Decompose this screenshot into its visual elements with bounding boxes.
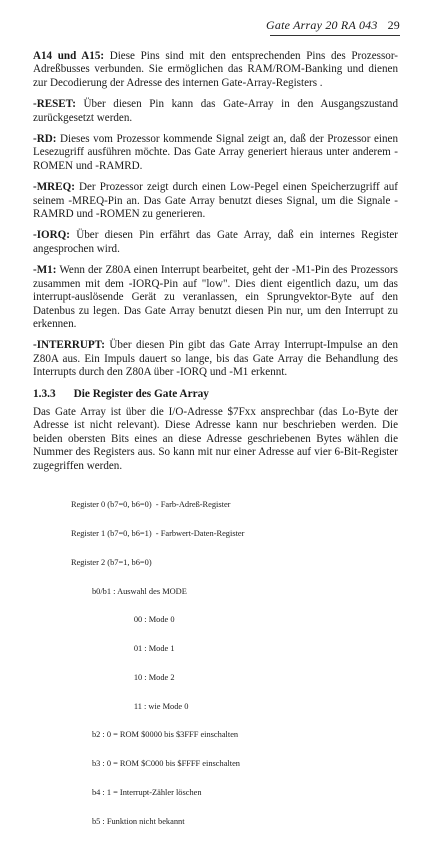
paragraph-m1: -M1: Wenn der Z80A einen Interrupt bearbeitet, geht der -M1-Pin des Prozessors zusammen mit dem -IORQ-Pin auf "low". Dies dient eigentlich dazu, um das interrupt-auslösende Gerät zu veranlassen, ein Sprungvektor-Byte auf den Datenbus zu legen. Das Gate Array benutzt diesen Pin nur, um den Interrupt zu erkennen. <box>33 264 398 330</box>
page-body <box>33 50 398 846</box>
register-line: b2 : 0 = ROM $0000 bis $3FFF einschalten <box>71 730 239 740</box>
register-line: Register 0 (b7=0, b6=0) - Farb-Adreß-Register <box>71 500 231 510</box>
paragraph-mreq: -MREQ: Der Prozessor zeigt durch einen Low-Pegel einen Speicherzugriff auf seinem -MREQ-Pin an. Das Gate Array benutzt dieses Signal, um die Signale -RAMRD und -ROMEN zu generieren. <box>33 181 398 221</box>
register-line: 00 : Mode 0 <box>71 615 175 625</box>
header-title: Gate Array 20 RA 043 <box>266 18 378 32</box>
section-title: Die Register des Gate Array <box>73 387 209 400</box>
paragraph-rd: -RD: Dieses vom Prozessor kommende Signal zeigt an, daß der Prozessor einen Lesezugriff ausführen möchte. Das Gate Array generiert hieraus unter anderem -ROMEN und -RAMRD. <box>33 133 398 172</box>
register-line: 11 : wie Mode 0 <box>71 701 189 711</box>
section-number: 1.3.3 <box>33 387 56 400</box>
register-line: b3 : 0 = ROM $C000 bis $FFFF einschalten <box>71 759 240 769</box>
register-line: b0/b1 : Auswahl des MODE <box>71 586 187 596</box>
paragraph-a14-a15: A14 und A15: Diese Pins sind mit den entsprechenden Pins des Prozessor-Adreßbusses verbunden. Sie ermöglichen das RAM/ROM-Banking und dienen zur Decodierung der Adresse des internen Gate-Array-Registers . <box>33 50 398 89</box>
section-paragraph: Das Gate Array ist über die I/O-Adresse $7Fxx ansprechbar (das Lo-Byte der Adresse ist nicht relevant). Diese Adresse kann nur beschrieben werden. Die beiden obersten Bits eines an diese Adresse geschriebenen Bytes wählen die Nummer des Registers aus. So kann mit nur einer Adresse auf vier 6-Bit-Register zugegriffen werden. <box>33 405 398 472</box>
section-heading <box>33 388 398 401</box>
register-line: Register 2 (b7=1, b6=0) <box>71 557 152 567</box>
running-header <box>266 18 400 33</box>
paragraph-iorq: -IORQ: Über diesen Pin erfährt das Gate Array, daß ein internes Register angesprochen wird. <box>33 229 398 255</box>
paragraph-reset: -RESET: Über diesen Pin kann das Gate-Array in den Ausgangszustand zurückgesetzt werden. <box>33 98 398 124</box>
register-table <box>71 481 398 846</box>
page-number: 29 <box>387 18 400 32</box>
header-rule <box>270 35 400 36</box>
register-line: Register 1 (b7=0, b6=1) - Farbwert-Daten-Register <box>71 528 245 538</box>
register-line: 10 : Mode 2 <box>71 672 175 682</box>
paragraph-interrupt: -INTERRUPT: Über diesen Pin gibt das Gate Array Interrupt-Impulse an den Z80A aus. Ein Impuls dauert so lange, bis das Gate Array die Behandlung des Interrupts durch den Z80A über -IORQ und -M1 erkennt. <box>33 339 398 379</box>
register-line: 01 : Mode 1 <box>71 644 175 654</box>
register-line: b5 : Funktion nicht bekannt <box>71 816 185 826</box>
register-line: b4 : 1 = Interrupt-Zähler löschen <box>71 787 202 797</box>
